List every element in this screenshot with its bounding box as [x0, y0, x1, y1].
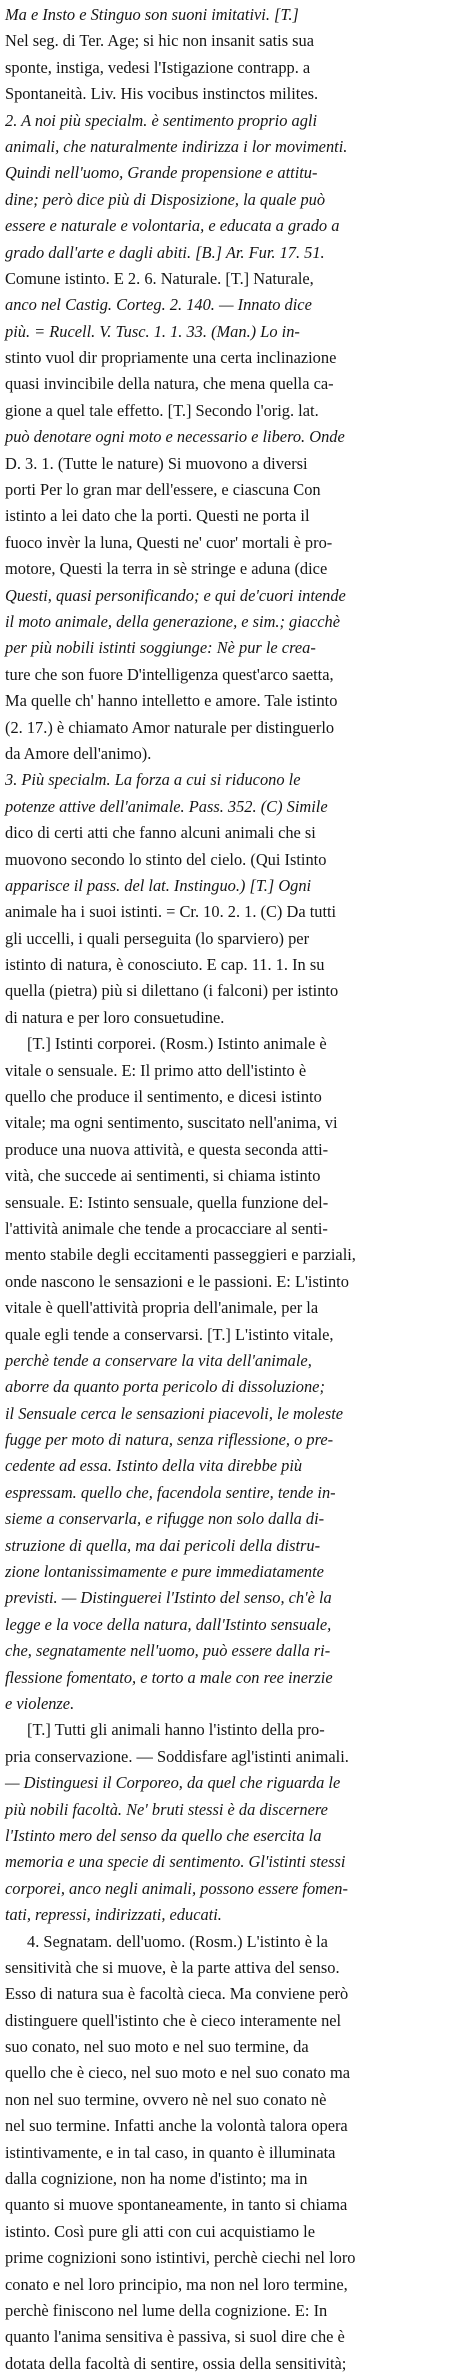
text-line: più nobili facoltà. Ne' bruti stessi è da discernere	[5, 1799, 328, 1819]
text-line: grado dall'arte e dagli abiti. [B.] Ar. Fur. 17. 51.	[5, 242, 325, 262]
text-line: stinto vuol dir propriamente una certa inclinazione	[5, 348, 337, 368]
text-line: sensuale. E: Istinto sensuale, quella funzione del-	[5, 1192, 329, 1212]
text-line: produce una nuova attività, e questa seconda atti-	[5, 1139, 329, 1159]
text-line: suo conato, nel suo moto e nel suo termine, da	[5, 2037, 309, 2057]
text-line: quanto si muove spontaneamente, in tanto si chiama	[5, 2195, 348, 2215]
text-line: Comune istinto. E 2. 6. Naturale. [T.] Naturale,	[5, 268, 314, 288]
text-line: e violenze.	[5, 1694, 75, 1713]
text-line: previsti. — Distinguerei l'Istinto del senso, ch'è la	[5, 1588, 332, 1608]
text-line: il moto animale, della generazione, e sim.; giacchè	[5, 611, 341, 631]
text-line: fuoco invèr la luna, Questi ne' cuor' mortali è pro-	[5, 532, 333, 552]
text-line: essere e naturale e volontaria, e educata a grado a	[5, 216, 340, 236]
text-line: D. 3. 1. (Tutte le nature) Si muovono a diversi	[5, 453, 308, 473]
text-line: onde nascono le sensazioni e le passioni. E: L'istinto	[5, 1271, 349, 1291]
text-line: tati, repressi, indirizzati, educati.	[5, 1905, 222, 1925]
text-line: che, segnatamente nell'uomo, può essere dalla ri-	[5, 1641, 331, 1661]
text-line: Spontaneità. Liv. His vocibus instinctos milites.	[5, 84, 319, 104]
text-line: legge e la voce della natura, dall'Istinto sensuale,	[5, 1614, 332, 1634]
text-line: pria conservazione. — Soddisfare agl'istinti animali.	[5, 1746, 349, 1766]
text-line: l'Istinto mero del senso da quello che esercita la	[5, 1825, 322, 1845]
text-line: può denotare ogni moto e necessario e libero. Onde	[5, 427, 345, 447]
text-line: quella (pietra) più si dilettano (i falconi) per istinto	[5, 981, 339, 1001]
text-line: vità, che succede ai sentimenti, si chiama istinto	[5, 1166, 321, 1186]
text-line: più. = Rucell. V. Tusc. 1. 1. 33. (Man.) Lo in-	[5, 321, 300, 341]
text-line: Nel seg. di Ter. Age; si hic non insanit satis sua	[5, 31, 315, 51]
text-line: 2. A noi più specialm. è sentimento proprio agli	[5, 110, 318, 130]
text-line: corporei, anco negli animali, possono essere fomen-	[5, 1878, 348, 1898]
text-line: ture che son fuore D'intelligenza quest'arco saetta,	[5, 664, 334, 684]
text-line: istinto a lei dato che la porti. Questi ne porta il	[5, 506, 310, 526]
text-line: 4. Segnatam. dell'uomo. (Rosm.) L'istinto è la	[27, 1931, 328, 1951]
text-line: zione lontanissimamente e pure immediatamente	[5, 1562, 324, 1582]
text-line: gli uccelli, i quali perseguita (lo sparviero) per	[5, 928, 310, 948]
text-line: animale ha i suoi istinti. = Cr. 10. 2. 1. (C) Da tutti	[5, 902, 337, 922]
text-line: Ma e Insto e Stinguo son suoni imitativi. [T.]	[5, 5, 299, 24]
text-line: istinto. Così pure gli atti con cui acquistiamo le	[5, 2221, 316, 2241]
text-line: da Amore dell'animo).	[5, 743, 152, 763]
text-line: apparisce il pass. del lat. Instinguo.) [T.] Ogni	[5, 875, 312, 895]
text-line: quale egli tende a conservarsi. [T.] L'istinto vitale,	[5, 1324, 334, 1344]
text-line: muovono secondo lo stinto del cielo. (Qui Istinto	[5, 849, 327, 869]
text-line: perchè tende a conservare la vita dell'animale,	[5, 1350, 312, 1370]
text-line: Questi, quasi personificando; e qui de'cuori intende	[5, 585, 346, 605]
text-line: non nel suo termine, ovvero nè nel suo conato nè	[5, 2089, 327, 2109]
text-line: perchè finiscono nel lume della cognizione. E: In	[5, 2300, 328, 2320]
text-line: flessione fomentato, e torto a male con ree inerzie	[5, 1667, 333, 1687]
text-line: [T.] Istinti corporei. (Rosm.) Istinto animale è	[27, 1034, 327, 1054]
text-line: mento stabile degli eccitamenti passeggieri e parziali,	[5, 1245, 356, 1265]
text-line: vitale è quell'attività propria dell'animale, per la	[5, 1298, 319, 1318]
text-line: quello che è cieco, nel suo moto e nel suo conato ma	[5, 2063, 351, 2083]
text-line: porti Per lo gran mar dell'essere, e ciascuna Con	[5, 480, 321, 500]
text-line: istinto di natura, è conosciuto. E cap. 11. 1. In su	[5, 955, 325, 975]
text-line: anco nel Castig. Corteg. 2. 140. — Innato dice	[5, 295, 312, 315]
text-line: quanto l'anima sensitiva è passiva, si suol dire che è	[5, 2327, 345, 2347]
text-line: cedente ad essa. Istinto della vita direbbe più	[5, 1456, 303, 1476]
text-line: dotata della facoltà di sentire, ossia della sensitività;	[5, 2353, 347, 2373]
text-line: nel suo termine. Infatti anche la volontà talora opera	[5, 2116, 348, 2136]
text-line: gione a quel tale effetto. [T.] Secondo l'orig. lat.	[5, 400, 319, 420]
text-line: per più nobili istinti soggiunge: Nè pur le crea-	[5, 638, 316, 658]
text-line: Ma quelle ch' hanno intelletto e amore. Tale istinto	[5, 691, 338, 711]
text-line: dine; però dice più di Disposizione, la quale può	[5, 189, 326, 209]
text-line: memoria e una specie di sentimento. Gl'istinti stessi	[5, 1852, 346, 1872]
text-line: sieme a conservarla, e rifugge non solo dalla di-	[5, 1509, 325, 1529]
text-line: sensitività che si muove, è la parte attiva del senso.	[5, 1957, 340, 1977]
text-line: il Sensuale cerca le sensazioni piacevoli, le moleste	[5, 1403, 344, 1423]
text-line: struzione di quella, ma dai pericoli della distru-	[5, 1535, 321, 1555]
text-line: fugge per moto di natura, senza riflessione, o pre-	[5, 1430, 334, 1450]
text-line: conato e nel loro principio, ma non nel loro termine,	[5, 2274, 348, 2294]
text-line: Quindi nell'uomo, Grande propensione e attitu-	[5, 163, 318, 183]
text-line: 3. Più specialm. La forza a cui si riducono le	[5, 770, 301, 790]
text-line: aborre da quanto porta pericolo di dissoluzione;	[5, 1377, 325, 1397]
text-line: dico di certi atti che fanno alcuni animali che si	[5, 823, 316, 843]
text-line: vitale; ma ogni sentimento, suscitato nell'anima, vi	[5, 1113, 338, 1133]
text-line: l'attività animale che tende a procacciare al senti-	[5, 1218, 328, 1238]
text-line: potenze attive dell'animale. Pass. 352. (C) Simile	[5, 796, 328, 816]
text-line: Esso di natura sua è facoltà cieca. Ma conviene però	[5, 1984, 349, 2004]
text-line: espressam. quello che, facendola sentire, tende in-	[5, 1482, 336, 1502]
text-line: sponte, instiga, vedesi l'Istigazione contrapp. a	[5, 57, 311, 77]
text-line: quasi invincibile della natura, che mena quella ca-	[5, 374, 334, 394]
text-line: prime cognizioni sono istintivi, perchè ciechi nel loro	[5, 2248, 356, 2268]
text-line: motore, Questi la terra in sè stringe e aduna (dice	[5, 559, 328, 579]
text-line: — Distinguesi il Corporeo, da quel che riguarda le	[5, 1773, 341, 1793]
text-line: istintivamente, e in tal caso, in quanto è illuminata	[5, 2142, 336, 2162]
text-line: vitale o sensuale. E: Il primo atto dell'istinto è	[5, 1060, 307, 1080]
text-line: dalla cognizione, non ha nome d'istinto; ma in	[5, 2169, 308, 2189]
text-line: di natura e per loro consuetudine.	[5, 1007, 225, 1027]
text-line: distinguere quell'istinto che è cieco interamente nel	[5, 2010, 342, 2030]
text-line: [T.] Tutti gli animali hanno l'istinto della pro-	[27, 1720, 325, 1740]
text-line: quello che produce il sentimento, e dicesi istinto	[5, 1087, 322, 1107]
text-line: animali, che naturalmente indirizza i lor movimenti.	[5, 136, 348, 156]
text-line: (2. 17.) è chiamato Amor naturale per distinguerlo	[5, 717, 335, 737]
